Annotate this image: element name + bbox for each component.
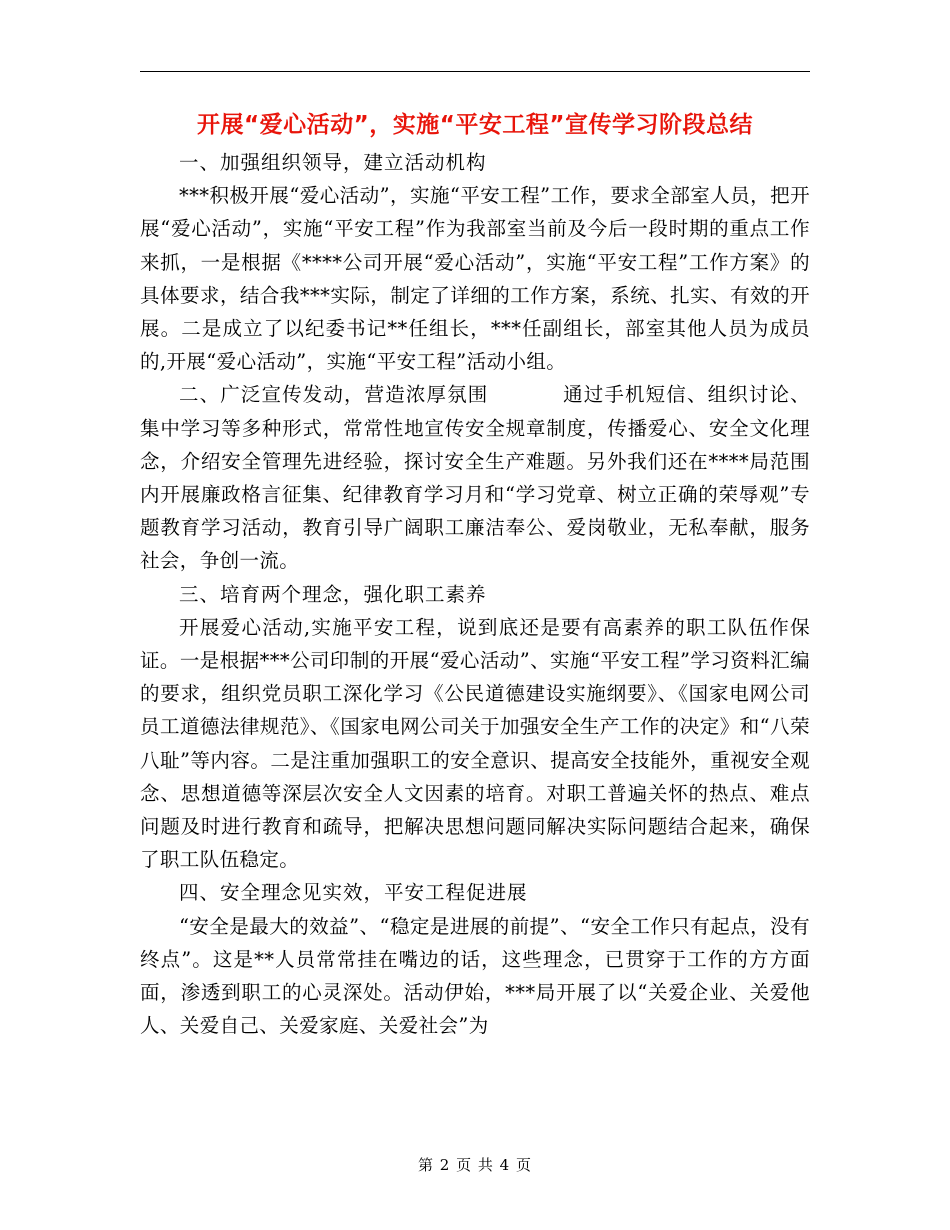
section-heading-3: 三、培育两个理念，强化职工素养	[179, 582, 487, 606]
section-2	[140, 378, 810, 577]
section-heading-4: 四、安全理念见实效，平安工程促进展	[179, 881, 528, 905]
section-heading-2: 二、广泛宣传发动，营造浓厚氛围	[179, 383, 489, 407]
paragraph-2: 通过手机短信、组织讨论、集中学习等多种形式，常常性地宣传安全规章制度，传播爱心、安全文化理念，介绍安全管理先进经验，探讨安全生产难题。另外我们还在****局范围内开展廉政格言征集、纪律教育学习月和“学习党章、树立正确的荣辱观”专题教育学习活动，教育引导广阔职工廉洁奉公、爱岗敬业，无私奉献，服务社会，争创一流。	[140, 383, 810, 573]
document-title: 开展“爱心活动”，实施“平安工程”宣传学习阶段总结	[197, 112, 753, 138]
paragraph-3: 开展爱心活动,实施平安工程，说到底还是要有高素养的职工队伍作保证。一是根据***公司印制的开展“爱心活动”、实施“平安工程”学习资料汇编的要求，组织党员职工深化学习《公民道德建设实施纲要》、《国家电网公司员工道德法律规范》、《国家电网公司关于加强安全生产工作的决定》和“八荣八耻”等内容。二是注重加强职工的安全意识、提高安全技能外，重视安全观念、思想道德等深层次安全人文因素的培育。对职工普遍关怀的热点、难点问题及时进行教育和疏导，把解决思想问题同解决实际问题结合起来，确保了职工队伍稳定。	[140, 615, 810, 872]
section-heading-1: 一、加强组织领导，建立活动机构	[179, 151, 487, 174]
paragraph-4: “安全是最大的效益”、“稳定是进展的前提”、“安全工作只有起点，没有终点”。这是**人员常常挂在嘴边的话，这些理念，已贯穿于工作的方方面面，渗透到职工的心灵深处。活动伊始，***局开展了以“关爱企业、关爱他人、关爱自己、关爱家庭、关爱社会”为	[140, 914, 810, 1038]
header-rule	[140, 71, 810, 72]
page-footer	[0, 1154, 950, 1176]
paragraph-1: ***积极开展“爱心活动”，实施“平安工程”工作，要求全部室人员，把开展“爱心活动”，实施“平安工程”作为我部室当前及今后一段时期的重点工作来抓，一是根据《****公司开展“爱心活动”，实施“平安工程”工作方案》的具体要求，结合我***实际，制定了详细的工作方案，系统、扎实、有效的开展。二是成立了以纪委书记**任组长，***任副组长，部室其他人员为成员的,开展“爱心活动”，实施“平安工程”活动小组。	[140, 184, 810, 374]
document-body	[140, 146, 810, 1042]
page-number-label: 第 2 页 共 4 页	[418, 1156, 532, 1174]
